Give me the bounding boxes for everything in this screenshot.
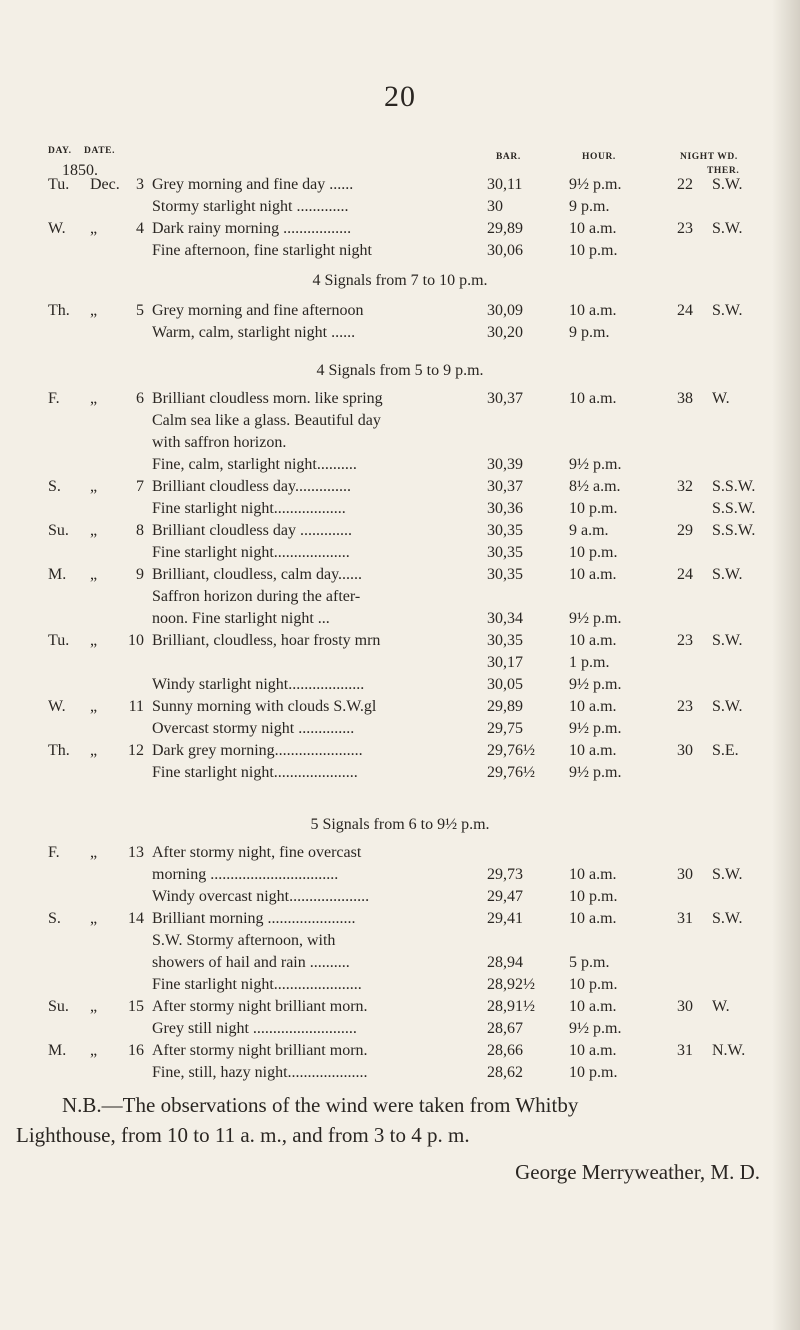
cell-bar: 28,91½ [487, 998, 535, 1015]
cell-ther: 22 [677, 176, 693, 193]
cell-bar: 29,89 [487, 698, 523, 715]
cell-wind: W. [712, 390, 730, 407]
cell-desc: Brilliant cloudless day ............. [152, 522, 352, 539]
cell-mon: „ [90, 522, 98, 539]
cell-wind: S.S.W. [712, 478, 756, 495]
cell-mon: „ [90, 566, 98, 583]
table-row [0, 476, 800, 498]
cell-bar: 29,41 [487, 910, 523, 927]
cell-bar: 30,11 [487, 176, 523, 193]
table-row [0, 718, 800, 740]
cell-dd: 7 [136, 478, 144, 495]
cell-bar: 29,73 [487, 866, 523, 883]
cell-mon: „ [90, 302, 98, 319]
cell-dd: 10 [128, 632, 144, 649]
cell-hour: 10 a.m. [569, 1042, 617, 1059]
cell-bar: 30,17 [487, 654, 523, 671]
cell-desc: Fine, still, hazy night.................... [152, 1064, 368, 1081]
cell-mon: „ [90, 742, 98, 759]
cell-dd: 16 [128, 1042, 144, 1059]
cell-wind: S.W. [712, 176, 743, 193]
cell-desc: Brilliant cloudless day.............. [152, 478, 351, 495]
table-row [0, 740, 800, 762]
table-row [0, 762, 800, 784]
cell-ther: 30 [677, 742, 693, 759]
cell-mon: „ [90, 478, 98, 495]
cell-ther: 24 [677, 566, 693, 583]
cell-day: W. [48, 698, 66, 715]
cell-hour: 10 a.m. [569, 220, 617, 237]
cell-wind: S.E. [712, 742, 739, 759]
header-night-wd: NIGHT WD. [680, 152, 738, 162]
cell-desc: noon. Fine starlight night ... [152, 610, 330, 627]
cell-bar: 30,09 [487, 302, 523, 319]
cell-mon: „ [90, 910, 98, 927]
cell-desc: Warm, calm, starlight night ...... [152, 324, 356, 341]
cell-wind: S.S.W. [712, 522, 756, 539]
cell-desc: Sunny morning with clouds S.W.gl [152, 698, 377, 715]
cell-hour: 8½ a.m. [569, 478, 621, 495]
cell-bar: 30,06 [487, 242, 523, 259]
cell-ther: 24 [677, 302, 693, 319]
table-row [0, 300, 800, 322]
cell-desc: Grey still night .......................... [152, 1020, 357, 1037]
cell-desc: Windy starlight night................... [152, 676, 365, 693]
cell-wind: N.W. [712, 1042, 746, 1059]
cell-desc: Fine afternoon, fine starlight night [152, 242, 372, 259]
cell-desc: Fine starlight night...................... [152, 976, 362, 993]
cell-hour: 10 p.m. [569, 888, 618, 905]
cell-desc: Fine starlight night................... [152, 544, 350, 561]
cell-hour: 10 a.m. [569, 742, 617, 759]
nb-footnote [16, 1090, 762, 1150]
cell-bar: 30,35 [487, 544, 523, 561]
cell-mon: „ [90, 844, 98, 861]
cell-desc: Fine starlight night.................. [152, 500, 346, 517]
table-row [0, 520, 800, 542]
cell-desc: Calm sea like a glass. Beautiful day [152, 412, 381, 429]
cell-bar: 30,36 [487, 500, 523, 517]
cell-desc: Brilliant, cloudless, calm day...... [152, 566, 363, 583]
table-row [0, 864, 800, 886]
table-row [0, 196, 800, 218]
cell-desc: Brilliant, cloudless, hoar frosty mrn [152, 632, 381, 649]
cell-bar: 28,62 [487, 1064, 523, 1081]
cell-hour: 9 p.m. [569, 198, 610, 215]
signal-note: 5 Signals from 6 to 9½ p.m. [310, 816, 490, 833]
cell-hour: 10 a.m. [569, 910, 617, 927]
nb-line-2: Lighthouse, from 10 to 11 a. m., and from 3 to 4 p. m. [16, 1123, 470, 1147]
cell-mon: „ [90, 698, 98, 715]
cell-desc: Overcast stormy night .............. [152, 720, 355, 737]
cell-ther: 30 [677, 998, 693, 1015]
nb-line-1: N.B.—The observations of the wind were taken from Whitby [62, 1093, 579, 1117]
cell-hour: 10 a.m. [569, 698, 617, 715]
cell-dd: 9 [136, 566, 144, 583]
table-row [0, 322, 800, 344]
cell-mon: „ [90, 632, 98, 649]
cell-day: M. [48, 566, 67, 583]
signature: George Merryweather, M. D. [515, 1160, 760, 1184]
cell-hour: 10 a.m. [569, 566, 617, 583]
header-hour: HOUR. [582, 152, 616, 162]
cell-wind: W. [712, 998, 730, 1015]
cell-mon: „ [90, 390, 98, 407]
cell-desc: Windy overcast night.................... [152, 888, 370, 905]
cell-day: W. [48, 220, 66, 237]
cell-bar: 29,76½ [487, 742, 535, 759]
cell-hour: 10 p.m. [569, 976, 618, 993]
cell-bar: 28,92½ [487, 976, 535, 993]
header-bar: BAR. [496, 152, 521, 162]
cell-ther: 31 [677, 1042, 693, 1059]
cell-desc: morning ................................ [152, 866, 339, 883]
table-row [0, 542, 800, 564]
cell-wind: S.W. [712, 866, 743, 883]
table-row [0, 388, 800, 410]
cell-desc: Brilliant cloudless morn. like spring [152, 390, 383, 407]
table-row [0, 908, 800, 930]
table-row [0, 1018, 800, 1040]
cell-wind: S.W. [712, 698, 743, 715]
cell-desc: Fine, calm, starlight night.......... [152, 456, 357, 473]
cell-hour: 9½ p.m. [569, 610, 622, 627]
cell-day: F. [48, 390, 60, 407]
header-ther: THER. [707, 166, 740, 176]
cell-hour: 10 a.m. [569, 866, 617, 883]
cell-desc: S.W. Stormy afternoon, with [152, 932, 336, 949]
cell-desc: After stormy night, fine overcast [152, 844, 362, 861]
cell-desc: After stormy night brilliant morn. [152, 998, 368, 1015]
cell-hour: 10 a.m. [569, 302, 617, 319]
cell-ther: 23 [677, 632, 693, 649]
cell-hour: 9½ p.m. [569, 456, 622, 473]
cell-mon: „ [90, 998, 98, 1015]
cell-bar: 30,35 [487, 566, 523, 583]
cell-day: Th. [48, 302, 70, 319]
signal-note: 4 Signals from 5 to 9 p.m. [316, 362, 484, 379]
cell-desc: Dark rainy morning ................. [152, 220, 352, 237]
cell-hour: 10 p.m. [569, 242, 618, 259]
cell-bar: 28,67 [487, 1020, 523, 1037]
table-row [0, 608, 800, 630]
table-row [0, 996, 800, 1018]
cell-bar: 30,34 [487, 610, 523, 627]
table-row [0, 174, 800, 196]
table-row [0, 696, 800, 718]
header-date: DATE. [84, 146, 116, 156]
cell-day: Tu. [48, 176, 70, 193]
cell-mon: „ [90, 220, 98, 237]
cell-ther: 38 [677, 390, 693, 407]
cell-desc: Grey morning and fine day ...... [152, 176, 354, 193]
table-row [0, 652, 800, 674]
cell-desc: Fine starlight night..................... [152, 764, 358, 781]
cell-desc: After stormy night brilliant morn. [152, 1042, 368, 1059]
cell-hour: 10 p.m. [569, 500, 618, 517]
table-row [0, 1040, 800, 1062]
cell-desc: with saffron horizon. [152, 434, 287, 451]
table-row [0, 218, 800, 240]
cell-bar: 29,75 [487, 720, 523, 737]
cell-dd: 15 [128, 998, 144, 1015]
cell-desc: Stormy starlight night ............. [152, 198, 349, 215]
cell-dd: 3 [136, 176, 144, 193]
cell-bar: 29,76½ [487, 764, 535, 781]
cell-day: S. [48, 910, 61, 927]
cell-bar: 30,37 [487, 478, 523, 495]
cell-desc: Grey morning and fine afternoon [152, 302, 364, 319]
cell-day: Su. [48, 522, 69, 539]
cell-hour: 10 a.m. [569, 998, 617, 1015]
cell-wind: S.S.W. [712, 500, 756, 517]
cell-hour: 9 a.m. [569, 522, 609, 539]
cell-ther: 23 [677, 698, 693, 715]
cell-bar: 30,35 [487, 632, 523, 649]
table-row [0, 454, 800, 476]
cell-mon: „ [90, 1042, 98, 1059]
table-row [0, 240, 800, 262]
cell-ther: 23 [677, 220, 693, 237]
cell-bar: 30,39 [487, 456, 523, 473]
header-day: DAY. [48, 146, 72, 156]
table-row [0, 1062, 800, 1084]
cell-dd: 12 [128, 742, 144, 759]
signal-note: 4 Signals from 7 to 10 p.m. [312, 272, 488, 289]
table-row [0, 974, 800, 996]
cell-day: S. [48, 478, 61, 495]
table-row [0, 432, 800, 454]
cell-wind: S.W. [712, 910, 743, 927]
cell-bar: 30,37 [487, 390, 523, 407]
cell-bar: 30 [487, 198, 503, 215]
table-row [0, 498, 800, 520]
year-label: 1850. [62, 162, 98, 179]
cell-dd: 14 [128, 910, 144, 927]
cell-wind: S.W. [712, 566, 743, 583]
table-row [0, 930, 800, 952]
cell-day: F. [48, 844, 60, 861]
cell-hour: 5 p.m. [569, 954, 610, 971]
cell-hour: 9 p.m. [569, 324, 610, 341]
cell-day: Th. [48, 742, 70, 759]
table-row [0, 630, 800, 652]
cell-dd: 11 [128, 698, 144, 715]
cell-ther: 29 [677, 522, 693, 539]
cell-hour: 10 a.m. [569, 632, 617, 649]
page-number: 20 [384, 80, 416, 113]
cell-desc: Dark grey morning...................... [152, 742, 363, 759]
table-row [0, 674, 800, 696]
cell-day: Su. [48, 998, 69, 1015]
cell-day: Tu. [48, 632, 70, 649]
cell-desc: Brilliant morning ...................... [152, 910, 356, 927]
cell-ther: 31 [677, 910, 693, 927]
cell-bar: 28,66 [487, 1042, 523, 1059]
table-row [0, 586, 800, 608]
cell-bar: 30,35 [487, 522, 523, 539]
cell-bar: 30,20 [487, 324, 523, 341]
cell-ther: 30 [677, 866, 693, 883]
cell-desc: Saffron horizon during the after- [152, 588, 361, 605]
cell-ther: 32 [677, 478, 693, 495]
table-row [0, 842, 800, 864]
cell-hour: 9½ p.m. [569, 720, 622, 737]
table-row [0, 564, 800, 586]
cell-dd: 5 [136, 302, 144, 319]
cell-wind: S.W. [712, 302, 743, 319]
cell-bar: 28,94 [487, 954, 523, 971]
cell-hour: 10 p.m. [569, 544, 618, 561]
cell-mon: Dec. [90, 176, 120, 193]
cell-desc: showers of hail and rain .......... [152, 954, 350, 971]
cell-hour: 9½ p.m. [569, 764, 622, 781]
cell-wind: S.W. [712, 220, 743, 237]
cell-dd: 4 [136, 220, 144, 237]
cell-hour: 9½ p.m. [569, 1020, 622, 1037]
cell-bar: 29,89 [487, 220, 523, 237]
cell-hour: 1 p.m. [569, 654, 610, 671]
cell-day: M. [48, 1042, 67, 1059]
cell-bar: 30,05 [487, 676, 523, 693]
cell-dd: 13 [128, 844, 144, 861]
table-row [0, 410, 800, 432]
cell-wind: S.W. [712, 632, 743, 649]
table-row [0, 886, 800, 908]
cell-hour: 9½ p.m. [569, 176, 622, 193]
cell-dd: 8 [136, 522, 144, 539]
cell-bar: 29,47 [487, 888, 523, 905]
cell-dd: 6 [136, 390, 144, 407]
cell-hour: 10 p.m. [569, 1064, 618, 1081]
table-row [0, 952, 800, 974]
cell-hour: 10 a.m. [569, 390, 617, 407]
cell-hour: 9½ p.m. [569, 676, 622, 693]
